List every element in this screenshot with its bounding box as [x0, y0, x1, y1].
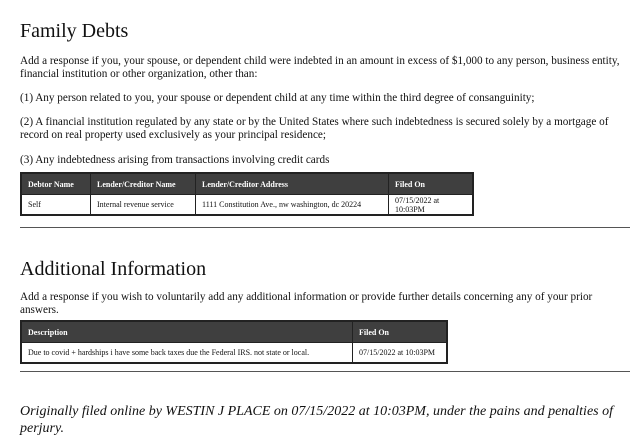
- table-row: [21, 343, 447, 364]
- table-header-row: [21, 173, 473, 195]
- family-debts-table: [20, 172, 474, 216]
- col-filed-on: Filed On: [389, 173, 474, 195]
- col-debtor-name: Debtor Name: [21, 173, 91, 195]
- cell-debtor-name: Self: [21, 195, 91, 216]
- exception-3: (3) Any indebtedness arising from transactions involving credit cards: [20, 154, 330, 166]
- section-divider: [20, 371, 630, 372]
- additional-info-heading: Additional Information: [20, 258, 207, 280]
- family-debts-heading: Family Debts: [20, 20, 129, 42]
- table-header-row: [21, 321, 447, 343]
- cell-lender-name: Internal revenue service: [91, 195, 196, 216]
- family-debts-intro: Add a response if you, your spouse, or dependent child were indebted in an amount in excess of $1,000 to any person, business entity, financial institution or other organization, other than:: [20, 55, 620, 80]
- col-description: Description: [21, 321, 353, 343]
- section-divider: [20, 227, 630, 228]
- additional-info-table: [20, 320, 448, 364]
- cell-description: Due to covid + hardships i have some back taxes due the Federal IRS. not state or local.: [21, 343, 353, 364]
- exception-2: (2) A financial institution regulated by any state or by the United States where such indebtedness is secured solely by a mortgage of record on real property used exclusively as your principal residence;: [20, 116, 609, 141]
- cell-filed-on: 07/15/2022 at 10:03PM: [353, 343, 448, 364]
- col-lender-address: Lender/Creditor Address: [196, 173, 389, 195]
- cell-filed-on: 07/15/2022 at 10:03PM: [389, 195, 474, 216]
- exception-1: (1) Any person related to you, your spouse or dependent child at any time within the third degree of consanguinity;: [20, 92, 535, 104]
- col-lender-name: Lender/Creditor Name: [91, 173, 196, 195]
- additional-info-intro: Add a response if you wish to voluntarily add any additional information or provide further details concerning any of your prior answers.: [20, 291, 593, 316]
- filing-attestation: Originally filed online by WESTIN J PLACE on 07/15/2022 at 10:03PM, under the pains and penalties of perjury.: [20, 404, 613, 436]
- table-row: [21, 195, 473, 216]
- cell-lender-address: 1111 Constitution Ave., nw washington, dc 20224: [196, 195, 389, 216]
- col-filed-on: Filed On: [353, 321, 448, 343]
